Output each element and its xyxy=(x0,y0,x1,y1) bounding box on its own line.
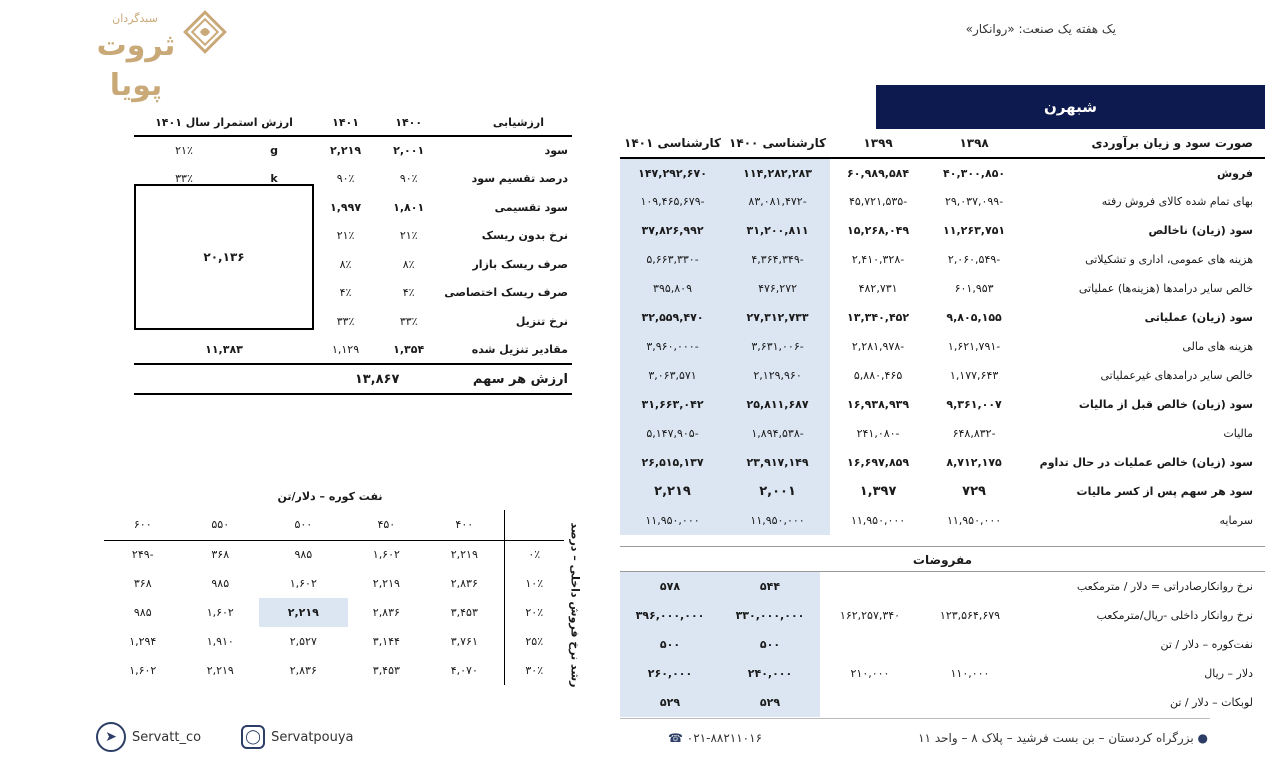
assumption-cell: ۵۴۴ xyxy=(720,572,820,601)
footer-divider xyxy=(620,718,1210,719)
income-cell: ۱۱,۹۵۰,۰۰۰ xyxy=(850,514,906,527)
income-cell: -۴,۳۶۴,۳۴۹ xyxy=(725,245,830,274)
sensitivity-corner xyxy=(504,510,564,540)
assumption-row xyxy=(620,688,1265,717)
income-cell: ۱۴۷,۲۹۲,۶۷۰ xyxy=(620,158,725,187)
income-cell: -۵,۱۴۷,۹۰۵ xyxy=(620,419,725,448)
income-cell: -۱,۶۲۱,۷۹۱ xyxy=(947,340,1001,353)
sensitivity-cell: ۲,۸۳۶ xyxy=(289,664,317,677)
sensitivity-cell: ۱,۶۰۲ xyxy=(206,606,234,619)
income-cell: ۶۰,۹۸۹,۵۸۴ xyxy=(847,166,910,180)
sensitivity-cell: -۲۴۹ xyxy=(131,548,154,562)
valuation-1400-cell: ۴٪ xyxy=(402,286,415,300)
company-name-banner: شبهرن xyxy=(876,85,1265,129)
assumption-cell: ۱۲۳,۵۶۴,۶۷۹ xyxy=(939,609,1001,622)
address-text xyxy=(918,731,1208,745)
valuation-row xyxy=(134,136,572,165)
sensitivity-cell: ۱,۶۰۲ xyxy=(129,664,157,677)
income-cell: ۲۷,۳۱۲,۷۳۳ xyxy=(725,303,830,332)
income-row xyxy=(620,332,1265,361)
valuation-1401-cell: ۲,۲۱۹ xyxy=(330,144,362,158)
assumption-cell: ۱۶۲,۲۵۷,۳۴۰ xyxy=(839,609,901,622)
income-statement-table xyxy=(620,128,1265,535)
sensitivity-cell: ۹۸۵ xyxy=(294,548,313,562)
income-cell: -۵,۶۶۳,۳۳۰ xyxy=(620,245,725,274)
valuation-row-label: درصد تقسیم سود xyxy=(471,172,568,186)
valuation-1401-cell: ۲۱٪ xyxy=(336,229,355,243)
instagram-icon[interactable]: ◯ xyxy=(241,725,265,749)
income-cell: ۲,۲۱۹ xyxy=(620,477,725,506)
company-logo xyxy=(95,4,235,103)
income-cell: -۲۹,۰۳۷,۰۹۹ xyxy=(944,195,1004,208)
income-cell: -۳,۶۳۱,۰۰۶ xyxy=(725,332,830,361)
assumption-cell: ۱۱۰,۰۰۰ xyxy=(950,667,990,680)
valuation-1400-cell: ۲,۰۰۱ xyxy=(393,144,425,158)
income-cell: -۲,۰۶۰,۵۴۹ xyxy=(947,253,1001,266)
valuation-terminal-discounted: ۱۱,۳۸۳ xyxy=(134,336,314,365)
income-cell: ۱۱,۹۵۰,۰۰۰ xyxy=(946,514,1002,527)
income-cell: ۱۶,۹۳۸,۹۳۹ xyxy=(847,398,910,411)
instagram-handle[interactable]: Servatpouya xyxy=(271,729,354,745)
phone-text xyxy=(668,731,762,745)
assumptions-table xyxy=(620,572,1265,717)
income-row-label: بهای تمام شده کالای فروش رفته xyxy=(1101,195,1253,208)
income-col-1400: کارشناسی ۱۴۰۰ xyxy=(725,128,830,158)
income-cell: ۶۰۱,۹۵۳ xyxy=(954,282,994,295)
share-value-empty xyxy=(134,364,314,394)
income-row xyxy=(620,506,1265,535)
sensitivity-cell: ۳۶۸ xyxy=(133,577,152,590)
share-value: ۱۳,۸۶۷ xyxy=(314,364,440,394)
assumption-cell xyxy=(820,630,920,659)
income-cell: ۱,۱۷۷,۶۴۳ xyxy=(949,369,999,382)
income-row xyxy=(620,303,1265,332)
valuation-col-1400: ۱۴۰۰ xyxy=(377,110,440,136)
valuation-1400-cell: ۱,۸۰۱ xyxy=(393,200,425,214)
sensitivity-side-label xyxy=(560,520,590,690)
income-row-label: سود (زیان) خالص عملیات در حال تداوم xyxy=(1039,456,1253,469)
valuation-1400-cell: ۳۳٪ xyxy=(399,314,418,328)
assumption-cell: ۲۶۰,۰۰۰ xyxy=(620,659,720,688)
income-cell: ۳۱,۶۶۳,۰۴۲ xyxy=(620,390,725,419)
valuation-1400-cell: ۲۱٪ xyxy=(399,229,418,243)
telegram-handle[interactable]: Servatt_co xyxy=(132,729,202,745)
valuation-row-label: نرخ بدون ریسک xyxy=(481,229,568,243)
sensitivity-cell: ۲,۲۱۹ xyxy=(259,598,348,627)
income-cell: ۳۹۵,۸۰۹ xyxy=(620,274,725,303)
sensitivity-header-row xyxy=(104,510,564,540)
assumption-row xyxy=(620,572,1265,601)
sensitivity-cell: ۲,۵۲۷ xyxy=(289,635,317,648)
income-cell: ۱۵,۲۶۸,۰۴۹ xyxy=(847,224,910,237)
page-heading: یک هفته یک صنعت: «روانکار» xyxy=(965,22,1116,36)
income-row xyxy=(620,361,1265,390)
telegram-icon[interactable]: ➤ xyxy=(96,722,126,752)
income-row xyxy=(620,390,1265,419)
sensitivity-col-header: ۵۰۰ xyxy=(259,510,348,540)
valuation-1401-cell: ۱,۱۲۹ xyxy=(314,336,377,365)
sensitivity-col-header: ۴۰۰ xyxy=(425,510,504,540)
sensitivity-cell: ۳,۷۶۱ xyxy=(450,635,478,648)
income-row-label: سرمایه xyxy=(1219,514,1253,527)
assumption-cell: ۳۹۶,۰۰۰,۰۰۰ xyxy=(620,601,720,630)
sensitivity-row-header: ۳۰٪ xyxy=(504,656,564,685)
income-row xyxy=(620,419,1265,448)
logo-title: ثروت پویا xyxy=(96,28,176,103)
income-row xyxy=(620,158,1265,187)
income-cell: -۴۵,۷۲۱,۵۳۵ xyxy=(848,195,908,208)
assumption-cell: ۲۱۰,۰۰۰ xyxy=(850,667,890,680)
income-cell: -۳,۹۶۰,۰۰۰ xyxy=(620,332,725,361)
income-row-label: فروش xyxy=(1216,166,1253,180)
footer-contact xyxy=(668,724,1208,752)
income-cell: ۹,۸۰۵,۱۵۵ xyxy=(946,311,1002,324)
valuation-1401-cell: ۱,۹۹۷ xyxy=(330,200,362,214)
income-row-label: هزینه های عمومی، اداری و تشکیلاتی xyxy=(1085,253,1253,266)
income-cell: ۵,۸۸۰,۴۶۵ xyxy=(853,369,903,382)
sensitivity-cell: ۲,۲۱۹ xyxy=(206,664,234,677)
income-cell: -۱۰۹,۴۶۵,۶۷۹ xyxy=(620,187,725,216)
income-cell: ۴۷۶,۲۷۲ xyxy=(725,274,830,303)
sensitivity-cell: ۳,۱۴۴ xyxy=(372,635,400,648)
income-row xyxy=(620,245,1265,274)
income-cell: ۲۵,۸۱۱,۶۸۷ xyxy=(725,390,830,419)
assumption-cell xyxy=(920,630,1020,659)
income-cell: ۱۳,۳۴۰,۴۵۲ xyxy=(847,311,910,324)
income-cell: ۳,۰۶۳,۵۷۱ xyxy=(620,361,725,390)
assumption-label: نرخ روانکار داخلی -ریال/مترمکعب xyxy=(1096,609,1253,622)
assumption-label: لوبکات – دلار / تن xyxy=(1170,696,1253,709)
income-cell: ۴۰,۳۰۰,۸۵۰ xyxy=(943,166,1006,180)
valuation-col-1401: ۱۴۰۱ xyxy=(314,110,377,136)
sensitivity-cell: ۱,۲۹۴ xyxy=(129,635,157,648)
valuation-row-label: صرف ریسک اختصاصی xyxy=(444,286,568,300)
valuation-col-label: ارزشیابی xyxy=(440,110,572,136)
assumption-label: دلار – ریال xyxy=(1204,667,1253,680)
sensitivity-cell: ۴,۰۷۰ xyxy=(450,664,478,677)
assumption-cell: ۵۰۰ xyxy=(620,630,720,659)
valuation-1401-cell: ۹۰٪ xyxy=(336,172,355,186)
income-row-label: سود (زیان) خالص قبل از مالیات xyxy=(1078,398,1253,411)
income-cell: ۳۱,۲۰۰,۸۱۱ xyxy=(725,216,830,245)
valuation-row-label: سود تقسیمی xyxy=(494,200,568,214)
sensitivity-col-header: ۵۵۰ xyxy=(182,510,259,540)
income-row-label: خالص سایر درامدها (هزینه‌ها) عملیاتی xyxy=(1078,282,1253,295)
valuation-1400-cell: ۹۰٪ xyxy=(399,172,418,186)
valuation-row-label: صرف ریسک بازار xyxy=(472,257,568,271)
valuation-row xyxy=(134,336,572,365)
income-col-1399: ۱۳۹۹ xyxy=(830,128,926,158)
assumption-cell: ۵۰۰ xyxy=(720,630,820,659)
income-cell: -۶۴۸,۸۳۲ xyxy=(952,427,996,440)
valuation-col-terminal: ارزش استمرار سال ۱۴۰۱ xyxy=(134,110,314,136)
income-title: صورت سود و زیان برآوردی xyxy=(1022,128,1265,158)
income-cell: ۱۶,۶۹۷,۸۵۹ xyxy=(847,456,910,469)
sensitivity-cell: ۲,۸۳۶ xyxy=(372,606,400,619)
footer-social xyxy=(96,722,354,752)
income-cell: ۱,۳۹۷ xyxy=(859,484,897,499)
income-cell: ۱۱۴,۲۸۲,۲۸۳ xyxy=(725,158,830,187)
terminal-value: ۲۰,۱۳۶ xyxy=(203,250,245,264)
sensitivity-col-header: ۴۵۰ xyxy=(348,510,425,540)
income-row-label: مالیات xyxy=(1223,427,1253,440)
income-cell: ۷۲۹ xyxy=(962,484,986,499)
income-cell: ۴۸۲,۷۳۱ xyxy=(858,282,898,295)
valuation-1401-cell: ۴٪ xyxy=(339,286,352,300)
income-cell: ۳۲,۵۵۹,۴۷۰ xyxy=(620,303,725,332)
sensitivity-table xyxy=(104,510,564,685)
income-cell: -۲,۲۸۱,۹۷۸ xyxy=(851,340,905,353)
income-row-label: هزینه های مالی xyxy=(1182,340,1253,353)
sensitivity-cell: ۱,۹۱۰ xyxy=(206,635,234,648)
phone-value: ۰۲۱-۸۸۲۱۱۰۱۶ xyxy=(686,731,763,745)
logo-subtitle: سبدگردان xyxy=(112,12,158,25)
valuation-1401-cell: ۳۳٪ xyxy=(336,314,355,328)
logo-emblem-icon xyxy=(183,10,227,54)
assumption-cell xyxy=(820,688,920,717)
income-cell: ۹,۳۶۱,۰۰۷ xyxy=(946,398,1002,411)
sensitivity-cell: ۹۸۵ xyxy=(211,577,230,590)
valuation-1401-cell: ۸٪ xyxy=(339,257,352,271)
sensitivity-side-text: رشد نرخ فروش داخلی – درصد xyxy=(568,522,582,688)
sensitivity-row-header: ۱۰٪ xyxy=(504,569,564,598)
assumption-cell: ۵۲۹ xyxy=(720,688,820,717)
sensitivity-row xyxy=(104,540,564,569)
assumption-cell: ۲۴۰,۰۰۰ xyxy=(720,659,820,688)
assumption-row xyxy=(620,659,1265,688)
sensitivity-row-header: ۰٪ xyxy=(504,540,564,569)
sensitivity-title: نفت کوره – دلار/تن xyxy=(277,490,383,503)
address-value: بزرگراه کردستان – بن بست فرشید – پلاک ۸ – واحد ۱۱ xyxy=(918,731,1194,745)
valuation-1400-cell: ۱,۳۵۴ xyxy=(377,336,440,365)
assumption-row xyxy=(620,601,1265,630)
sensitivity-row xyxy=(104,656,564,685)
income-cell: ۱۱,۲۶۳,۷۵۱ xyxy=(943,224,1006,237)
assumption-row xyxy=(620,630,1265,659)
sensitivity-row xyxy=(104,598,564,627)
valuation-1400-cell: ۸٪ xyxy=(402,257,415,271)
valuation-row-label: سود xyxy=(544,144,568,158)
income-cell: ۲۳,۹۱۷,۱۴۹ xyxy=(725,448,830,477)
assumption-label: نفت‌کوره – دلار / تن xyxy=(1160,638,1253,651)
phone-icon: ☎ xyxy=(668,731,683,745)
sensitivity-row-header: ۲۵٪ xyxy=(504,627,564,656)
income-row xyxy=(620,274,1265,303)
income-cell: ۲۶,۵۱۵,۱۳۷ xyxy=(620,448,725,477)
assumption-cell xyxy=(820,572,920,601)
income-col-1398: ۱۳۹۸ xyxy=(926,128,1022,158)
income-cell: -۸۳,۰۸۱,۴۷۲ xyxy=(725,187,830,216)
income-cell: -۲۴۱,۰۸۰ xyxy=(856,427,900,440)
assumption-cell: ۳۳۰,۰۰۰,۰۰۰ xyxy=(720,601,820,630)
assumption-cell xyxy=(920,688,1020,717)
assumption-cell: ۵۷۸ xyxy=(620,572,720,601)
assumptions-title: مفروضات xyxy=(620,546,1265,572)
sensitivity-cell: ۲,۸۳۶ xyxy=(450,577,478,590)
valuation-param: k xyxy=(270,172,278,186)
valuation-row-label: نرخ تنزیل xyxy=(515,314,568,328)
income-row-label: سود (زیان) ناخالص xyxy=(1148,224,1253,237)
income-row xyxy=(620,448,1265,477)
assumption-label: نرخ روانکارصادراتی = دلار / مترمکعب xyxy=(1076,580,1253,593)
sensitivity-row-header: ۲۰٪ xyxy=(504,598,564,627)
income-cell: ۲,۱۲۹,۹۶۰ xyxy=(725,361,830,390)
sensitivity-cell: ۱,۶۰۲ xyxy=(289,577,317,590)
share-value-row xyxy=(134,364,572,394)
sensitivity-cell: ۲,۲۱۹ xyxy=(450,548,478,562)
valuation-param-value: ۳۳٪ xyxy=(175,172,193,186)
sensitivity-cell: ۱,۶۰۲ xyxy=(372,548,400,562)
income-cell: -۲,۴۱۰,۳۲۸ xyxy=(851,253,905,266)
income-col-1401: کارشناسی ۱۴۰۱ xyxy=(620,128,725,158)
income-cell: ۸,۷۱۲,۱۷۵ xyxy=(946,456,1002,469)
sensitivity-col-header: ۶۰۰ xyxy=(104,510,182,540)
income-row-label: سود هر سهم پس از کسر مالیات xyxy=(1076,485,1253,498)
assumption-cell: ۵۲۹ xyxy=(620,688,720,717)
sensitivity-cell: ۹۸۵ xyxy=(133,606,152,619)
sensitivity-cell: ۳,۴۵۳ xyxy=(450,606,478,619)
income-row-label: خالص سایر درامدهای غیرعملیاتی xyxy=(1100,369,1253,382)
share-value-label: ارزش هر سهم xyxy=(440,364,572,394)
assumption-cell xyxy=(920,572,1020,601)
income-row-label: سود (زیان) عملیاتی xyxy=(1144,311,1253,324)
valuation-row-label: مقادیر تنزیل شده xyxy=(440,336,572,365)
valuation-header-row xyxy=(134,110,572,136)
sensitivity-cell: ۳۶۸ xyxy=(211,548,230,562)
income-cell: ۱۱,۹۵۰,۰۰۰ xyxy=(620,506,725,535)
sensitivity-row xyxy=(104,569,564,598)
sensitivity-row xyxy=(104,627,564,656)
sensitivity-cell: ۳,۴۵۳ xyxy=(372,664,400,677)
sensitivity-cell: ۲,۲۱۹ xyxy=(372,577,400,590)
location-icon: ● xyxy=(1197,731,1208,745)
valuation-param-value: ۲۱٪ xyxy=(175,144,193,158)
income-cell: ۳۷,۸۲۶,۹۹۲ xyxy=(620,216,725,245)
income-row xyxy=(620,187,1265,216)
income-row xyxy=(620,477,1265,506)
income-header-row xyxy=(620,128,1265,158)
income-row xyxy=(620,216,1265,245)
income-cell: ۲,۰۰۱ xyxy=(725,477,830,506)
income-cell: ۱۱,۹۵۰,۰۰۰ xyxy=(725,506,830,535)
valuation-param: g xyxy=(270,144,278,158)
income-cell: -۱,۸۹۴,۵۳۸ xyxy=(725,419,830,448)
